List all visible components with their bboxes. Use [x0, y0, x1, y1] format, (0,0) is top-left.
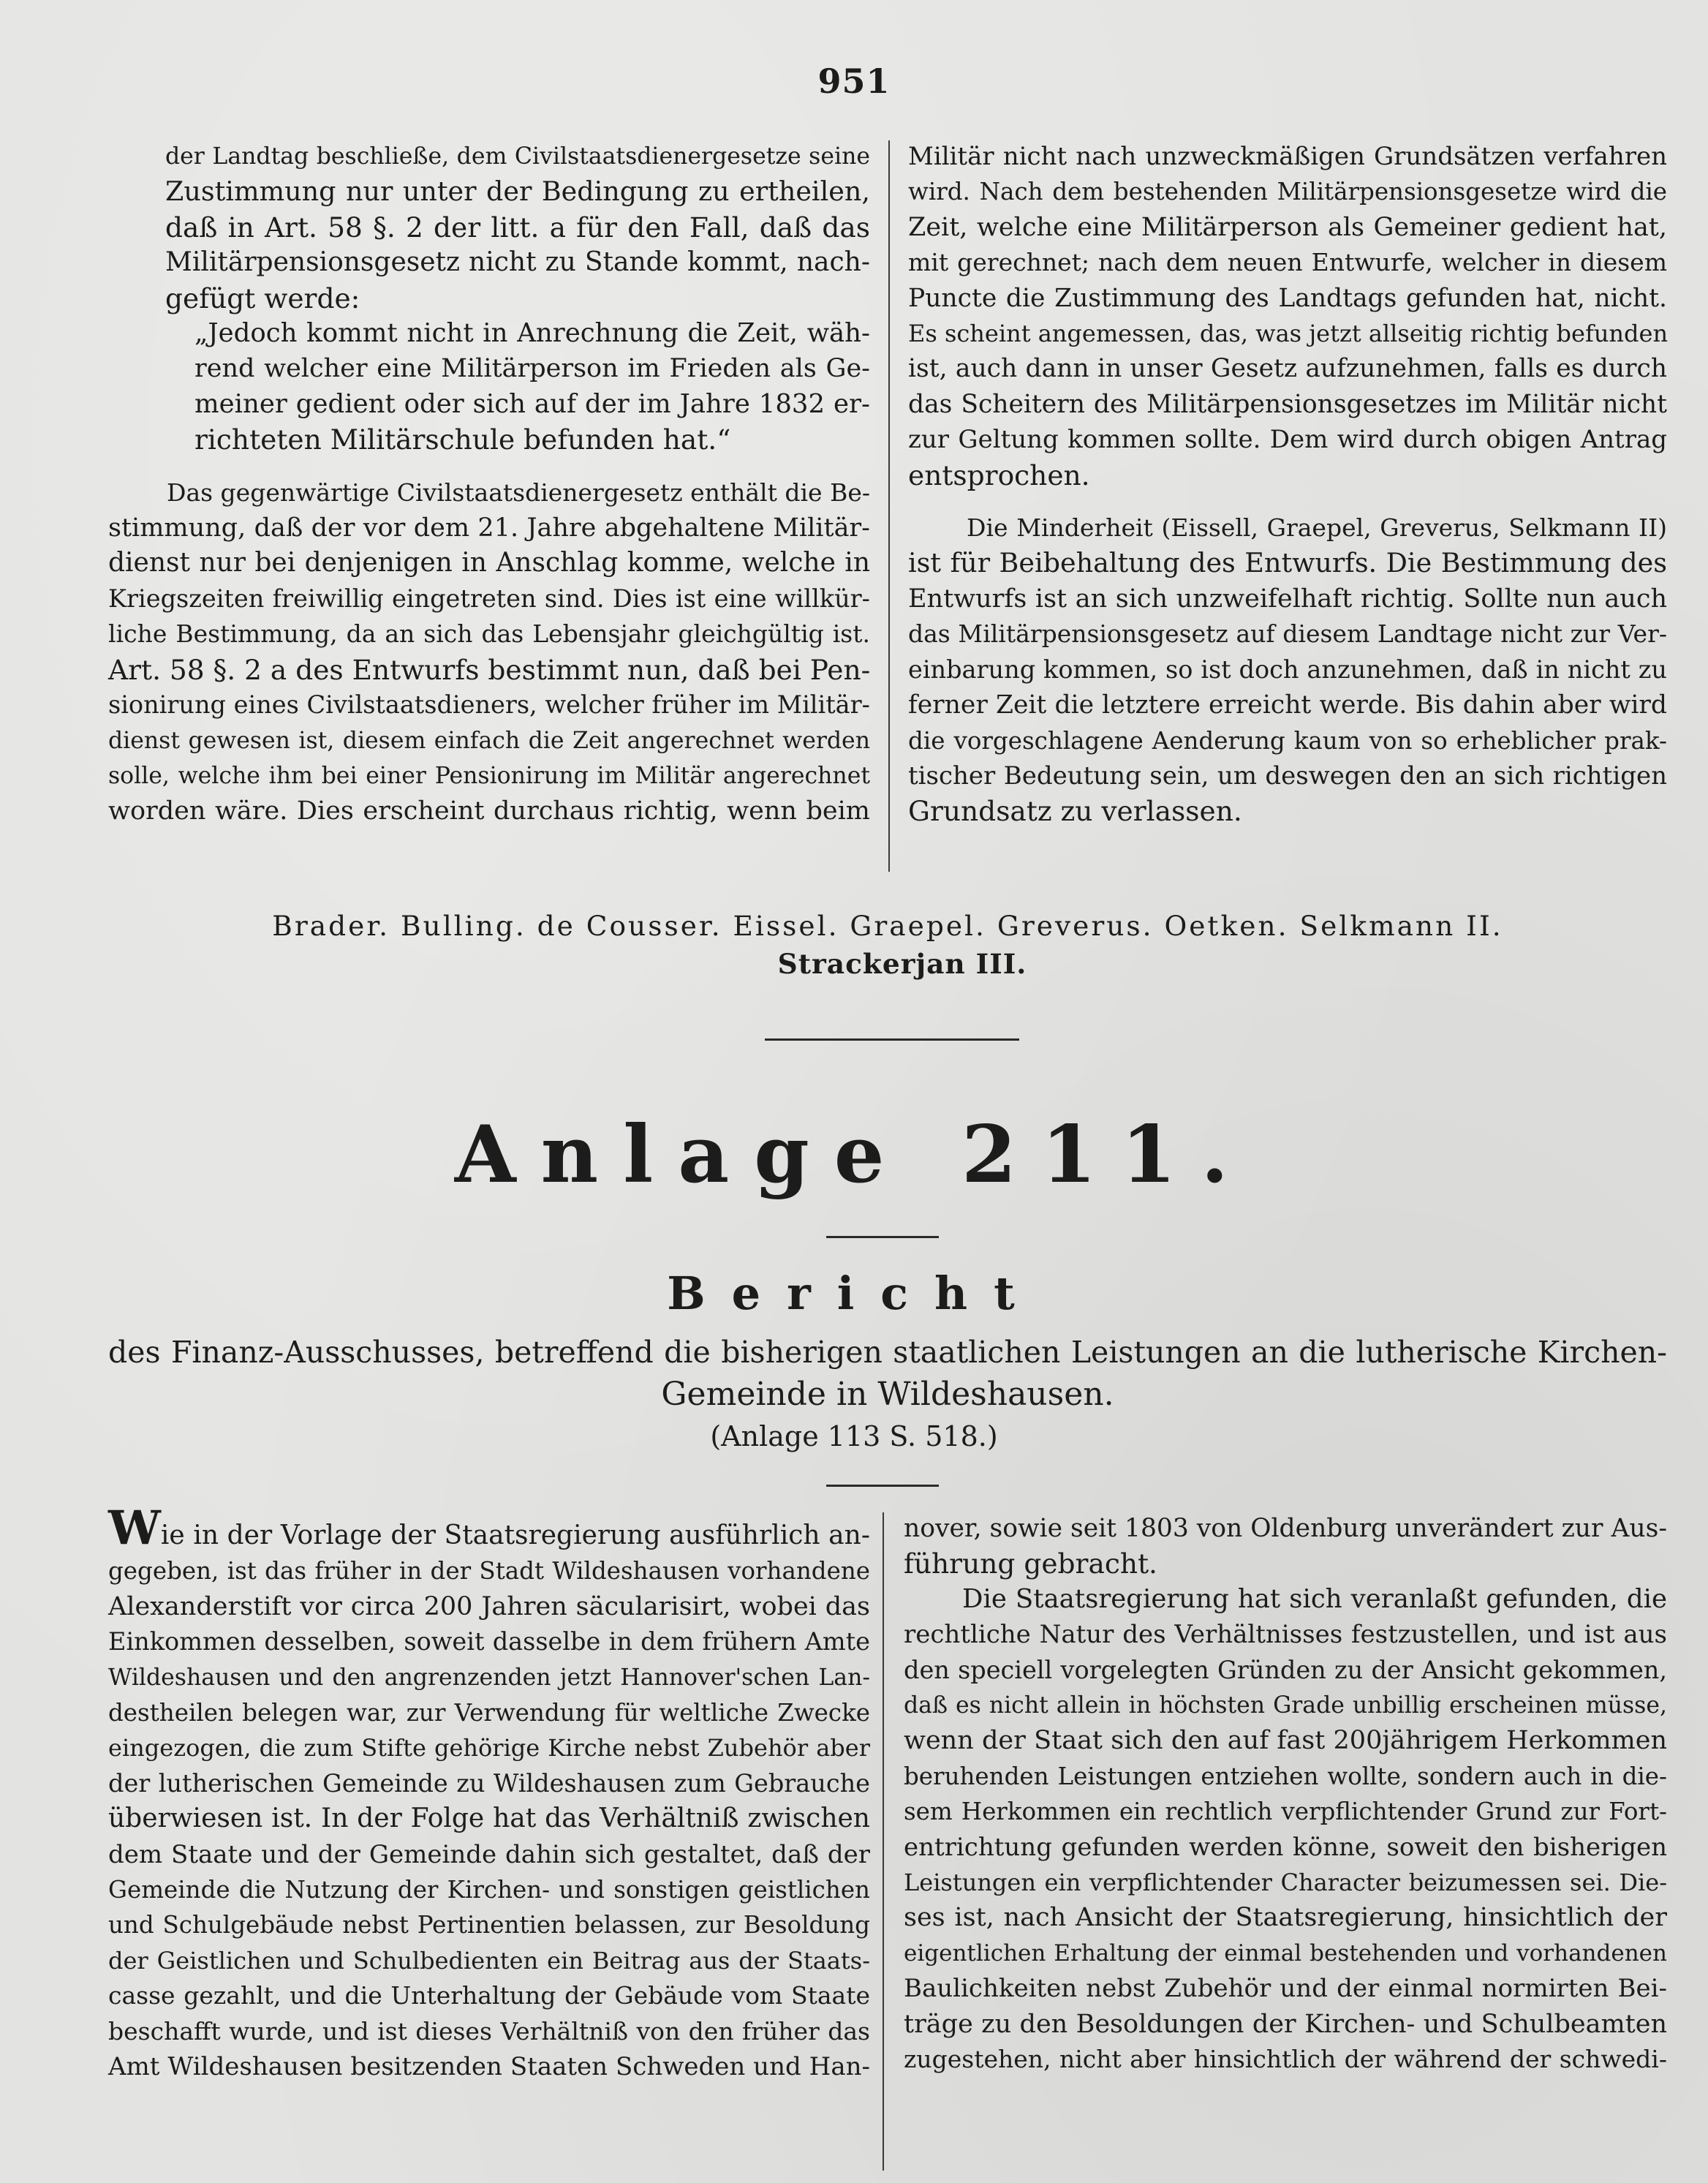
- text-line: rend welcher eine Militärperson im Frieden als Ge-: [194, 354, 870, 384]
- right-column-top: [908, 139, 1667, 829]
- text-line: Das gegenwärtige Civilstaatsdienergesetz enthält die Be-: [167, 478, 870, 507]
- text-line: der lutherischen Gemeinde zu Wildeshausen zum Gebrauche: [108, 1768, 870, 1798]
- left-column-top: [108, 139, 871, 829]
- text-line: träge zu den Besoldungen der Kirchen- und Schulbeamten: [904, 2009, 1667, 2039]
- text-line: meiner gedient oder sich auf der im Jahre 1832 er-: [194, 388, 870, 419]
- text-line: entrichtung gefunden werden könne, soweit den bisherigen: [904, 1832, 1667, 1862]
- text-line: Grundsatz zu verlassen.: [908, 795, 1242, 828]
- text-line: Amt Wildeshausen besitzenden Staaten Schweden und Han-: [108, 2052, 870, 2082]
- text-line: nover, sowie seit 1803 von Oldenburg unverändert zur Aus-: [904, 1514, 1667, 1543]
- text-line: der Geistlichen und Schulbedienten ein Beitrag aus der Staats-: [108, 1946, 870, 1975]
- text-line: Zeit, welche eine Militärperson als Gemeiner gedient hat,: [908, 212, 1667, 242]
- text-line: ses ist, nach Ansicht der Staatsregierung, hinsichtlich der: [904, 1903, 1667, 1933]
- text-line: Die Minderheit (Eissell, Graepel, Greverus, Selkmann II): [967, 513, 1667, 543]
- text-line: das Scheitern des Militärpensionsgesetzes im Militär nicht: [908, 389, 1667, 419]
- right-column-bottom: [904, 1511, 1667, 2078]
- text-line: Gemeinde die Nutzung der Kirchen- und sonstigen geistlichen: [108, 1876, 870, 1904]
- text-line: wird. Nach dem bestehenden Militärpensionsgesetze wird die: [908, 178, 1667, 206]
- text-line: liche Bestimmung, da an sich das Lebensjahr gleichgültig ist.: [108, 619, 870, 649]
- text-line: ist für Beibehaltung des Entwurfs. Die Bestimmung des: [908, 547, 1667, 579]
- text-line: Art. 58 §. 2 a des Entwurfs bestimmt nun, daß bei Pen-: [108, 653, 871, 686]
- text-line: worden wäre. Dies erscheint durchaus richtig, wenn beim: [108, 796, 870, 826]
- text-line: führung gebracht.: [904, 1547, 1157, 1580]
- text-fragment: ie in der Vorlage der Staatsregierung ausführlich an-: [160, 1520, 870, 1550]
- text-line: rechtliche Natur des Verhältnisses festzustellen, und ist aus: [904, 1620, 1667, 1650]
- text-line: gefügt werde:: [165, 282, 360, 314]
- column-divider: [888, 140, 890, 872]
- text-line: beruhenden Leistungen entziehen wollte, sondern auch in die-: [904, 1762, 1667, 1790]
- anlage-heading: Anlage 211.: [454, 1109, 1254, 1201]
- text-line: sem Herkommen ein rechtlich verpflichtender Grund zur Fort-: [904, 1798, 1667, 1826]
- column-divider: [883, 1512, 884, 2171]
- text-line: die vorgeschlagene Aenderung kaum von so erheblicher prak-: [908, 726, 1667, 755]
- text-line: stimmung, daß der vor dem 21. Jahre abgehaltene Militär-: [108, 513, 870, 543]
- text-line: gegeben, ist das früher in der Stadt Wildeshausen vorhandene: [108, 1557, 870, 1586]
- text-line: ist, auch dann in unser Gesetz aufzunehmen, falls es durch: [908, 354, 1667, 384]
- text-line: mit gerechnet; nach dem neuen Entwurfe, welcher in diesem: [908, 248, 1667, 277]
- text-line: casse gezahlt, und die Unterhaltung der Gebäude vom Staate: [108, 1981, 870, 2010]
- text-line: der Landtag beschließe, dem Civilstaatsdienergesetze seine: [165, 143, 870, 170]
- text-line: destheilen belegen war, zur Verwendung für weltliche Zwecke: [108, 1699, 870, 1727]
- section-rule: [826, 1485, 939, 1487]
- text-line: richteten Militärschule befunden hat.“: [194, 423, 731, 456]
- text-line: ferner Zeit die letztere erreicht werde. Bis dahin aber wird: [908, 690, 1667, 720]
- text-line: dienst gewesen ist, diesem einfach die Zeit angerechnet werden: [108, 727, 870, 754]
- section-rule: [826, 1236, 939, 1238]
- text-line: solle, welche ihm bei einer Pensionirung im Militär angerechnet: [108, 762, 870, 789]
- text-line: [108, 1501, 870, 1556]
- text-line: eigentlichen Erhaltung der einmal bestehenden und vorhandenen: [904, 1939, 1667, 1967]
- text-line: Militärpensionsgesetz nicht zu Stande kommt, nach-: [165, 247, 870, 278]
- text-line: einbarung kommen, so ist doch anzunehmen, daß in nicht zu: [908, 655, 1667, 684]
- bericht-heading: Bericht: [667, 1267, 1041, 1320]
- text-line: daß in Art. 58 §. 2 der litt. a für den Fall, daß das: [165, 211, 870, 244]
- text-line: daß es nicht allein in höchsten Grade unbillig erscheinen müsse,: [904, 1692, 1667, 1719]
- signature-line: Strackerjan III.: [777, 948, 1027, 980]
- text-line: Es scheint angemessen, das, was jetzt allseitig richtig befunden: [908, 320, 1669, 348]
- drop-cap: W: [108, 1501, 161, 1556]
- text-line: Wildeshausen und den angrenzenden jetzt Hannover'schen Lan-: [108, 1664, 870, 1691]
- text-line: Alexanderstift vor circa 200 Jahren säcularisirt, wobei das: [108, 1591, 870, 1621]
- text-line: tischer Bedeutung sein, um deswegen den an sich richtigen: [908, 761, 1667, 791]
- text-line: sionirung eines Civilstaatsdieners, welcher früher im Militär-: [108, 690, 870, 720]
- text-line: beschafft wurde, und ist dieses Verhältniß von den früher das: [108, 2016, 870, 2046]
- text-line: überwiesen ist. In der Folge hat das Verhältniß zwischen: [108, 1803, 870, 1834]
- text-line: eingezogen, die zum Stifte gehörige Kirche nebst Zubehör aber: [108, 1734, 870, 1762]
- report-subtitle: Gemeinde in Wildeshausen.: [661, 1376, 1114, 1413]
- text-line: das Militärpensionsgesetz auf diesem Landtage nicht zur Ver-: [908, 619, 1667, 649]
- signatures: [108, 907, 1667, 983]
- text-line: dienst nur bei denjenigen in Anschlag komme, welche in: [108, 548, 870, 578]
- text-line: Militär nicht nach unzweckmäßigen Grundsätzen verfahren: [908, 142, 1667, 171]
- text-line: Einkommen desselben, soweit dasselbe in dem frühern Amte: [108, 1627, 870, 1656]
- text-line: den speciell vorgelegten Gründen zu der Ansicht gekommen,: [904, 1655, 1667, 1684]
- page-number: 951: [817, 61, 891, 101]
- text-line: Leistungen ein verpflichtender Character beizumessen sei. Die-: [904, 1869, 1667, 1897]
- text-line: „Jedoch kommt nicht in Anrechnung die Zeit, wäh-: [194, 318, 870, 349]
- text-line: dem Staate und der Gemeinde dahin sich gestaltet, daß der: [108, 1839, 870, 1869]
- left-column-bottom: [108, 1501, 870, 2085]
- text-line: Entwurfs ist an sich unzweifelhaft richtig. Sollte nun auch: [908, 584, 1667, 614]
- text-line: Puncte die Zustimmung des Landtags gefunden hat, nicht.: [908, 283, 1667, 313]
- text-line: Zustimmung nur unter der Bedingung zu ertheilen,: [165, 176, 870, 208]
- text-line: wenn der Staat sich den auf fast 200jährigem Herkommen: [904, 1726, 1667, 1756]
- text-line: und Schulgebäude nebst Pertinentien belassen, zur Besoldung: [108, 1911, 870, 1939]
- section-rule: [765, 1038, 1019, 1041]
- signature-line: Brader. Bulling. de Cousser. Eissel. Graepel. Greverus. Oetken. Selkmann II.: [272, 910, 1503, 942]
- reference-note: (Anlage 113 S. 518.): [710, 1420, 998, 1452]
- text-line: zugestehen, nicht aber hinsichtlich der während der schwedi-: [904, 2045, 1667, 2074]
- report-subtitle: des Finanz-Ausschusses, betreffend die bisherigen staatlichen Leistungen an die lutherische Kirchen-: [108, 1335, 1667, 1370]
- text-line: Die Staatsregierung hat sich veranlaßt gefunden, die: [962, 1583, 1667, 1614]
- text-line: Kriegszeiten freiwillig eingetreten sind. Dies ist eine willkür-: [108, 584, 870, 613]
- text-line: entsprochen.: [908, 459, 1090, 491]
- text-line: Baulichkeiten nebst Zubehör und der einmal normirten Bei-: [904, 1974, 1667, 2004]
- text-line: zur Geltung kommen sollte. Dem wird durch obigen Antrag: [908, 425, 1667, 455]
